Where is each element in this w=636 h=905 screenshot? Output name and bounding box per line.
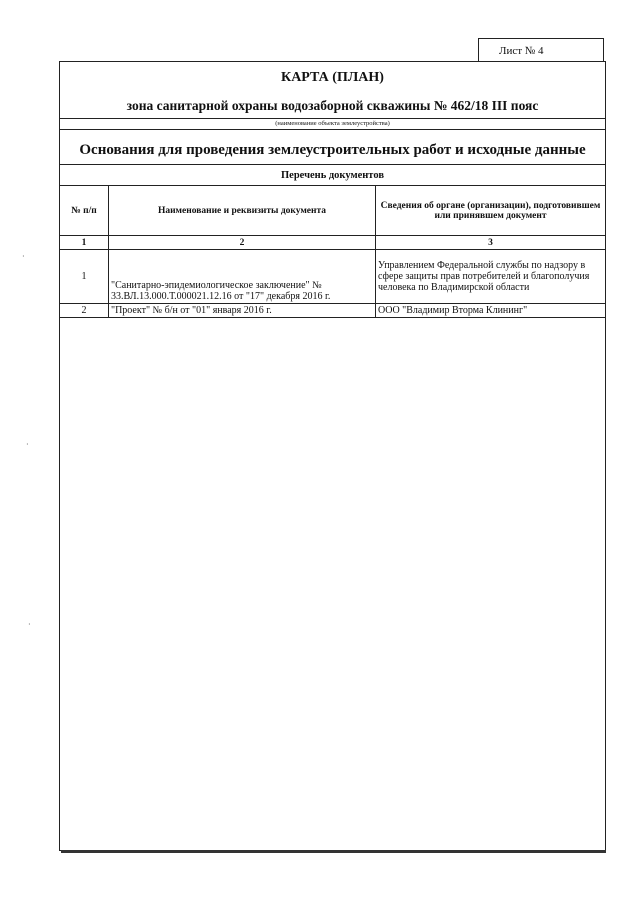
section-divider [60, 164, 605, 165]
sheet-number: Лист № 4 [499, 45, 544, 57]
row-number: 1 [60, 250, 109, 304]
document-frame [59, 61, 606, 851]
page-title: КАРТА (ПЛАН) [281, 70, 384, 85]
table-row [60, 250, 606, 304]
column-numbers-row [60, 236, 606, 250]
scan-speck: · [22, 252, 25, 261]
sheet-number-box [478, 38, 604, 62]
document-organization: ООО "Владимир Вторма Клининг" [376, 304, 606, 318]
section-title: Основания для проведения землеустроительных работ и исходные данные [79, 142, 586, 158]
table-row [60, 304, 606, 318]
object-name: зона санитарной охраны водозаборной скважины № 462/18 III пояс [126, 98, 539, 113]
column-number: 3 [376, 236, 606, 250]
column-header-document: Наименование и реквизиты документа [109, 186, 376, 236]
documents-table [59, 185, 606, 318]
frame-shadow [61, 850, 606, 853]
row-number: 2 [60, 304, 109, 318]
column-number: 2 [109, 236, 376, 250]
scan-speck: · [28, 620, 31, 629]
document-name: "Проект" № б/н от "01" января 2016 г. [109, 304, 376, 318]
list-title: Перечень документов [281, 170, 384, 181]
object-underline [60, 118, 605, 119]
column-number: 1 [60, 236, 109, 250]
table-header-row [60, 186, 606, 236]
document-organization: Управлением Федеральной службы по надзору в сфере защиты прав потребителей и благополучия человека по Владимирской области [376, 250, 606, 304]
header-divider [60, 129, 605, 130]
column-header-organization: Сведения об органе (организации), подготовившем или принявшем документ [376, 186, 606, 236]
object-caption: (наименование объекта землеустройства) [275, 120, 390, 127]
scan-speck: · [26, 440, 29, 449]
document-name: "Санитарно-эпидемиологическое заключение" № 33.ВЛ.13.000.Т.000021.12.16 от "17" декабря 2016 г. [109, 250, 376, 304]
column-header-number: № п/п [60, 186, 109, 236]
